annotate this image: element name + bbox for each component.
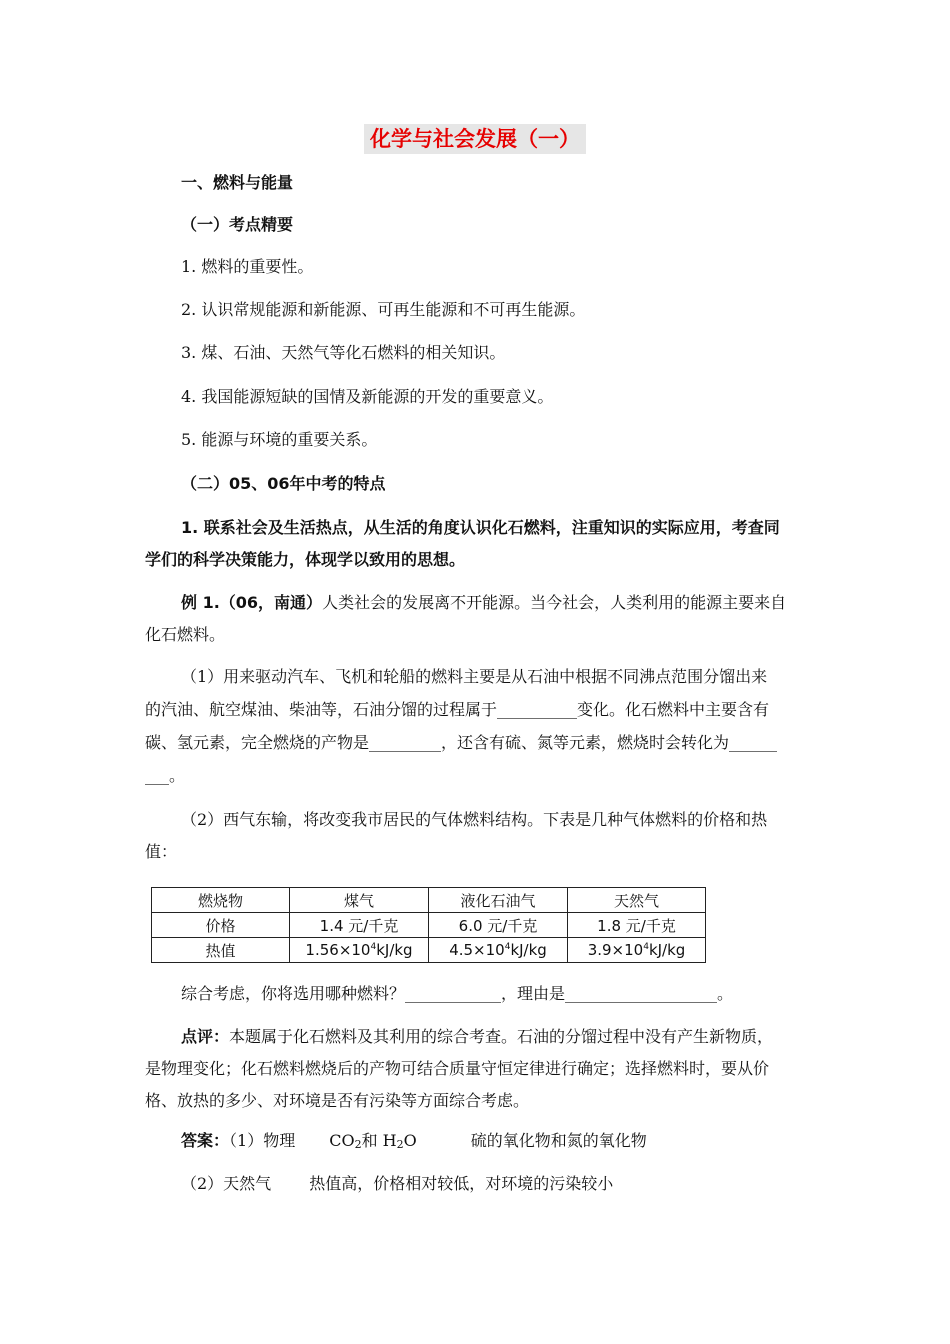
question-text: 值： <box>145 842 178 861</box>
section-heading: 一、燃料与能量 <box>181 173 294 192</box>
table-cell: 价格 <box>152 913 290 938</box>
question-text: ___。 <box>145 766 186 785</box>
comment-text: 是物理变化；化石燃料燃烧后的产物可结合质量守恒定律进行确定；选择燃料时，要从价 <box>145 1059 770 1078</box>
point-2: 2. 认识常规能源和新能源、可再生能源和不可再生能源。 <box>181 300 586 319</box>
comment-text: 格、放热的多少、对环境是否有污染等方面综合考虑。 <box>145 1091 530 1110</box>
subsection-heading: （二）05、06年中考的特点 <box>181 474 386 493</box>
table-cell: 液化石油气 <box>429 888 568 913</box>
fuel-table <box>151 887 706 963</box>
point-1: 1. 燃料的重要性。 <box>181 257 314 276</box>
question-text: 综合考虑，你将选用哪种燃料？____________，理由是___________________。 <box>181 984 734 1003</box>
table-row <box>152 888 706 913</box>
question-text: （2）西气东输，将改变我市居民的气体燃料结构。下表是几种气体燃料的价格和热 <box>181 810 768 829</box>
table-cell: 1.8 元/千克 <box>568 913 706 938</box>
table-row <box>152 913 706 938</box>
feature-text: 1. 联系社会及生活热点，从生活的角度认识化石燃料，注重知识的实际应用，考查同 <box>181 518 780 537</box>
example-text: 化石燃料。 <box>145 625 226 644</box>
feature-text: 学们的科学决策能力，体现学以致用的思想。 <box>145 550 466 569</box>
table-cell: 1.4 元/千克 <box>290 913 429 938</box>
question-text: 碳、氢元素，完全燃烧的产物是_________，还含有硫、氮等元素，燃烧时会转化为______ <box>145 733 778 752</box>
table-row <box>152 938 706 963</box>
comment-text: 点评：本题属于化石燃料及其利用的综合考查。石油的分馏过程中没有产生新物质， <box>181 1027 774 1046</box>
answer-line: 答案：（1）物理 CO2和 H2O 硫的氧化物和氮的氧化物 <box>181 1131 647 1151</box>
table-cell: $3.9\times 10^4kJ/kg$ <box>568 938 706 963</box>
page-title: 化学与社会发展（一） <box>0 124 950 154</box>
table-cell: 6.0 元/千克 <box>429 913 568 938</box>
answer-label: 答案： <box>181 1131 230 1150</box>
table-cell: 燃烧物 <box>152 888 290 913</box>
example-text: 例 1.（06，南通）人类社会的发展离不开能源。当今社会，人类利用的能源主要来自 <box>181 593 787 612</box>
subsection-heading: （一）考点精要 <box>181 215 294 234</box>
point-3: 3. 煤、石油、天然气等化石燃料的相关知识。 <box>181 343 506 362</box>
point-4: 4. 我国能源短缺的国情及新能源的开发的重要意义。 <box>181 387 554 406</box>
question-text: 的汽油、航空煤油、柴油等，石油分馏的过程属于__________变化。化石燃料中主要含有 <box>145 700 770 719</box>
question-text: （1）用来驱动汽车、飞机和轮船的燃料主要是从石油中根据不同沸点范围分馏出来 <box>181 667 768 686</box>
example-label: 例 1.（06，南通） <box>181 593 323 612</box>
table-cell: 热值 <box>152 938 290 963</box>
answer-line: （2）天然气 热值高，价格相对较低，对环境的污染较小 <box>181 1174 614 1193</box>
table-cell: 煤气 <box>290 888 429 913</box>
point-5: 5. 能源与环境的重要关系。 <box>181 430 378 449</box>
comment-label: 点评： <box>181 1027 230 1046</box>
table-cell: $1.56\times 10^4kJ/kg$ <box>290 938 429 963</box>
table-cell: $4.5\times 10^4kJ/kg$ <box>429 938 568 963</box>
table-cell: 天然气 <box>568 888 706 913</box>
